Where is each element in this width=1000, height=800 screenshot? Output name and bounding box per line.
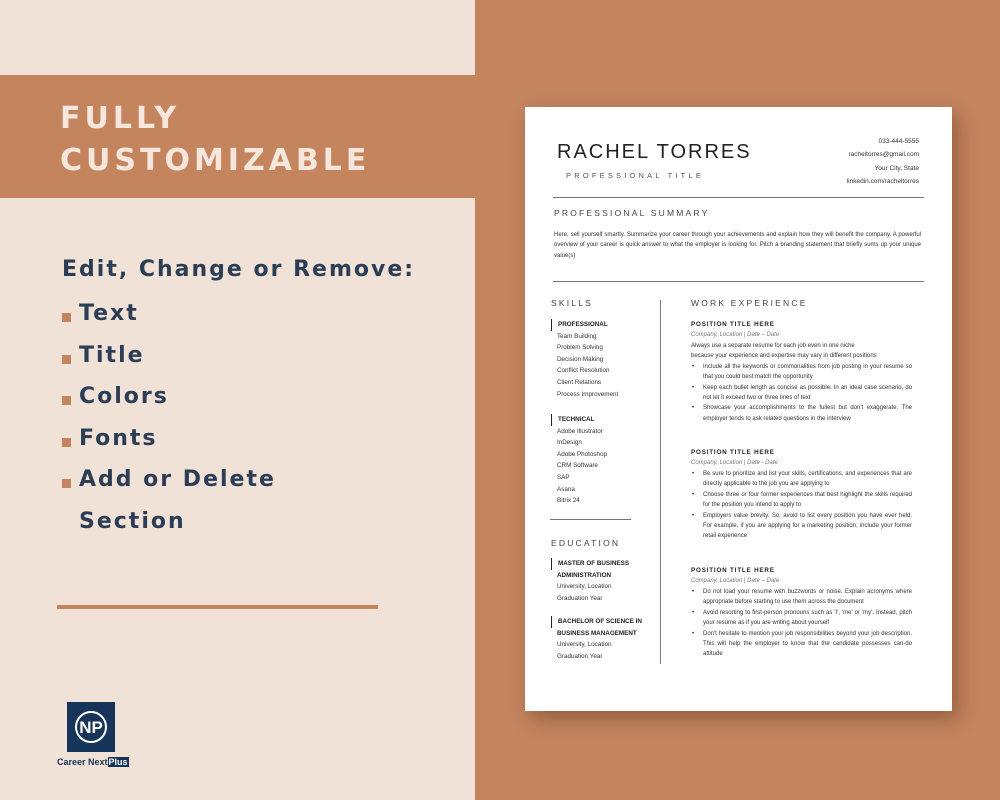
skills-group — [551, 414, 607, 507]
job-entry — [691, 320, 912, 424]
promo-divider — [57, 605, 378, 609]
headline-line-1: FULLY — [60, 101, 181, 136]
skill-item: Bitrix 24 — [557, 497, 580, 505]
brand-name — [57, 757, 129, 767]
feature-item — [62, 464, 276, 506]
square-bullet-icon — [62, 396, 71, 405]
skills-group-title: TECHNICAL — [551, 414, 607, 426]
job-intro: because your experience and expertise may vary in different positions — [691, 353, 877, 360]
job-company: Company, Location | Date - Date — [691, 460, 778, 466]
summary-heading: PROFESSIONAL SUMMARY — [554, 208, 710, 218]
job-bullet: • Avoid resorting to first-person pronouns such as 'I', 'me' or 'my'. Instead, pitch your resume as if you are writing about yourself — [691, 608, 912, 629]
school-name: University, Location — [557, 583, 612, 591]
feature-label: Colors — [79, 384, 169, 409]
job-bullet: • Be sure to prioritize and list your skills, certifications, and experiences that are directly applicable to the job you are applying to — [691, 469, 912, 490]
skill-item: Team Building — [557, 332, 597, 340]
skills-rule — [550, 519, 631, 520]
job-company: Company, Location | Date – Date — [691, 332, 780, 338]
job-title: POSITION TITLE HERE — [691, 449, 775, 456]
skill-item: Asana — [557, 485, 575, 493]
contact-email: racheltorres@gmail.com — [848, 151, 919, 159]
feature-item — [62, 340, 276, 382]
feature-item-continuation — [62, 506, 276, 548]
job-bullets — [691, 362, 912, 424]
feature-label: Add or Delete — [79, 467, 276, 492]
degree-title: BACHELOR OF SCIENCE IN — [551, 616, 642, 628]
skills-heading: SKILLS — [551, 298, 594, 308]
contact-location: Your City, State — [874, 164, 919, 172]
square-bullet-icon — [62, 479, 71, 488]
feature-label: Text — [79, 301, 139, 326]
skill-item: SAP — [557, 473, 570, 481]
job-title: POSITION TITLE HERE — [691, 321, 775, 328]
job-title: POSITION TITLE HERE — [691, 567, 775, 574]
feature-item — [62, 381, 276, 423]
square-bullet-icon — [62, 313, 71, 322]
feature-label: Title — [79, 342, 145, 368]
job-bullet: • Include all the keywords or commonalities from job posting in your resume so that you could best match the opportunity — [691, 362, 912, 383]
skill-item: Process Improvement — [557, 390, 619, 398]
skill-item: CRM Software — [557, 462, 598, 470]
contact-phone: 033-444-5555 — [878, 138, 919, 145]
square-bullet-icon — [62, 438, 71, 447]
feature-label: Section — [79, 508, 186, 534]
brand-text: Career Next — [57, 757, 108, 767]
feature-item — [62, 423, 276, 465]
resume-contact — [847, 135, 919, 188]
skills-group-title: PROFESSIONAL — [551, 319, 618, 331]
logo-mark: NP — [79, 718, 103, 737]
resume-title: PROFESSIONAL TITLE — [566, 171, 705, 180]
resume-name: RACHEL TORRES — [557, 141, 752, 163]
skill-item: Problem Solving — [557, 344, 603, 352]
feature-intro: Edit, Change or Remove: — [62, 257, 416, 282]
skill-item: Conflict Resolution — [557, 367, 610, 375]
job-bullet: • Showcase your accomplishments to the fullest but don't exaggerate. The employer tends to ask related questions in the interview — [691, 403, 912, 424]
job-bullet: • Don't hesitate to mention your job responsibilities beyond your job description. This will help the employer to know that the candidate possesses can-do attitude — [691, 629, 912, 660]
feature-label: Fonts — [79, 425, 158, 451]
job-bullets — [691, 587, 912, 660]
headline-line-2: CUSTOMIZABLE — [60, 143, 371, 178]
education-entry — [551, 558, 629, 604]
job-entry — [691, 566, 912, 660]
square-bullet-icon — [62, 355, 71, 364]
feature-list — [62, 298, 276, 547]
degree-title: BUSINESS MANAGEMENT — [557, 629, 637, 637]
degree-title: ADMINISTRATION — [557, 571, 612, 579]
job-company: Company, Location | Date – Date — [691, 578, 780, 584]
np-monogram-icon — [67, 702, 115, 752]
brand-plus: Plus — [108, 757, 128, 767]
skills-group — [551, 319, 618, 400]
job-bullets — [691, 469, 912, 542]
skill-item: InDesign — [557, 439, 582, 447]
experience-heading: WORK EXPERIENCE — [691, 298, 808, 308]
degree-title: MASTER OF BUSINESS — [551, 558, 629, 570]
school-name: University, Location — [557, 641, 612, 649]
feature-item — [62, 298, 276, 340]
skill-item: Client Relations — [557, 378, 602, 386]
job-intro: Always use a separate resume for each job even in one niche — [691, 343, 855, 349]
education-entry — [551, 616, 642, 662]
job-bullet: • Employers value brevity. So, avoid to list every position you have ever held. For example, if you are applying for a marketing position, include your former retail experience — [691, 511, 912, 542]
resume-preview — [525, 107, 952, 711]
skill-item: Adobe Photoshop — [557, 450, 608, 458]
job-bullet: • Choose three or four former experiences that best highlight the skills required for the position you intend to apply to — [691, 490, 912, 511]
job-bullet: • Do not load your resume with buzzwords or noise. Explain acronyms where appropriate before starting to use them across the document — [691, 587, 912, 608]
education-heading: EDUCATION — [551, 538, 621, 548]
graduation-year: Graduation Year — [557, 594, 603, 602]
job-bullet: • Keep each bullet length as concise as possible. In an ideal case scenario, do not let it exceed two or three lines of text — [691, 383, 912, 404]
headline — [60, 98, 370, 182]
header-rule — [553, 197, 924, 198]
column-divider — [660, 300, 661, 664]
summary-text: Here, sell yourself smartly. Summarize your career through your achievements and explain how they will benefit the company. A powerful overview of your career is quick answer to what the employer is looking for. Pitch a branding statement that briefly sums up your unique value(s) — [554, 232, 921, 259]
contact-linkedin: linkedin.com/racheltorres — [846, 177, 919, 185]
job-entry — [691, 448, 912, 542]
graduation-year: Graduation Year — [557, 652, 603, 660]
skill-item: Decision Making — [557, 355, 604, 363]
skill-item: Adobe Illustrator — [557, 427, 603, 435]
summary-rule — [553, 281, 924, 282]
